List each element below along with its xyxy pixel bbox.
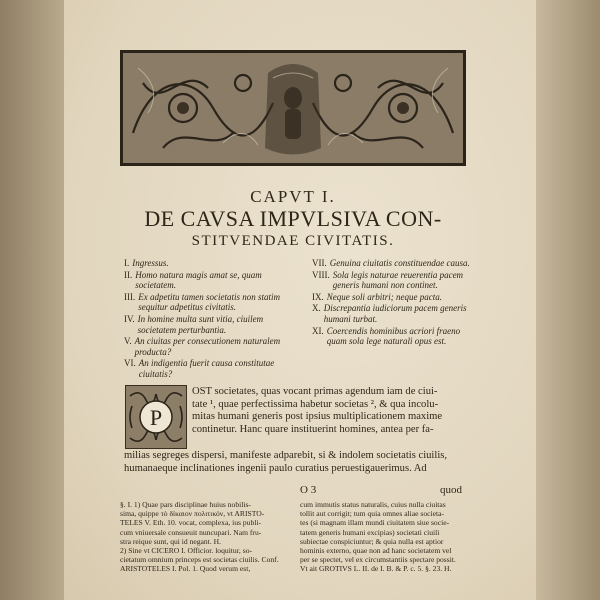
- footnote-line: per se spectet, vel ex circumstantiis spectare possit.: [300, 555, 456, 565]
- headpiece-engraving-icon: [123, 53, 463, 163]
- footnote-line: TELES V. Eth. 10. vocat, complexa, ius publi-: [120, 518, 262, 528]
- footnote-line: stra reique sunt, qui id negant. H.: [120, 536, 222, 546]
- body-line: mitas humani generis post ipsius multiplicationem maxime: [192, 411, 443, 423]
- book-edge-right: [536, 0, 600, 600]
- summary-item: VII. Genuina ciuitatis constituendae causa.: [312, 258, 470, 268]
- footnotes-right: [300, 500, 470, 574]
- summary-item: IV. In homine multa sunt vitia, ciuilem societatem perturbantia.: [124, 313, 264, 335]
- catchword: quod: [440, 484, 462, 496]
- body-line: tate ¹, quae perfectissima habetur societas ², & qua incolu-: [192, 398, 439, 410]
- ornamental-headpiece: [120, 50, 466, 166]
- summary-item: VIII. Sola legis naturae reuerentia pacem generis humani non continet.: [312, 269, 464, 291]
- footnote-line: cum immutis status naturalis, cuius nulla ciuitas: [300, 500, 446, 509]
- footnote-line: §. I. 1) Quae pars disciplinae huius nobilis-: [120, 500, 251, 509]
- summary-item: X. Discrepantia iudiciorum pacem generis humani turbat.: [312, 303, 467, 324]
- body-line: OST societates, quas vocant primas agendum iam de ciui-: [192, 386, 438, 397]
- footnote-line: Vt ait GROTIVS L. II. de I. B. & P. c. 5. §. 23. H.: [300, 564, 452, 574]
- summary-item: V. An ciuitas per consecutionem naturalem producta?: [124, 336, 281, 357]
- summary-item: III. Ex adpetitu tamen societatis non statim sequitur adpetitus civitatis.: [124, 291, 280, 313]
- chapter-number: CAPVT I.: [250, 187, 336, 206]
- footnote-line: ARISTOTELES I. Pol. 1. Quod verum est,: [120, 564, 251, 574]
- footnote-line: 2) Sine vt CICERO I. Officior. loquitur, so-: [120, 546, 253, 556]
- book-gutter-left: [0, 0, 64, 600]
- footnote-line: subiectae conspiciuntur; & quia nulla est aptior: [300, 536, 444, 546]
- initial-ornament-icon: [126, 386, 186, 448]
- summary-item: VI. An indigentia fuerit causa constitutae ciuitatis?: [124, 358, 275, 379]
- footnote-line: cietatum omnium princeps est societas ciuilis. Conf.: [120, 555, 279, 565]
- signature-mark: O 3: [300, 484, 317, 496]
- footnote-line: tes (si magnam illam mundi ciuitatem siue socie-: [300, 518, 450, 528]
- body-line: milias segreges dispersi, manifeste adparebit, si & indolem societatis ciuilis,: [124, 450, 448, 461]
- initial-letter: P: [149, 405, 163, 430]
- summary-item: IX. Neque soli arbitri; neque pacta.: [312, 291, 442, 302]
- summary-item: II. Homo natura magis amat se, quam societatem.: [124, 269, 262, 291]
- footnote-line: tollit aut corrigit; tum quia omnes aliae societa-: [300, 509, 445, 519]
- chapter-title: DE CAVSA IMPVLSIVA CON-: [144, 206, 442, 231]
- body-line: humanaeque inclinationes ingenii paulo curatius peruestigauerimus. Ad: [124, 463, 427, 474]
- decorated-initial: [125, 385, 187, 449]
- summary-item: XI. Coercendis hominibus acriori fraeno quam sola lege naturali opus est.: [312, 325, 461, 347]
- footnote-line: tatem generis humani excipias) societati ciuili: [300, 527, 440, 537]
- body-paragraph-indented: [192, 386, 464, 436]
- footnote-line: hominis externo, quae non ad hanc societatem vel: [300, 546, 452, 556]
- body-line: continetur. Hanc quare instituerint homines, antea per fa-: [192, 423, 434, 435]
- footnotes-left: [120, 500, 292, 574]
- footnote-line: sima, quippe τὸ δίκαιον πολιτικόν, vt ARISTO-: [120, 509, 265, 519]
- footnote-line: cum vniuersale consueuit nuncupari. Nam fru-: [120, 527, 262, 537]
- summary-column-left: [124, 258, 302, 381]
- summary-item: I. Ingressus.: [124, 258, 169, 268]
- chapter-subtitle: STITVENDAE CIVITATIS.: [191, 233, 395, 249]
- summary-column-right: [312, 258, 472, 348]
